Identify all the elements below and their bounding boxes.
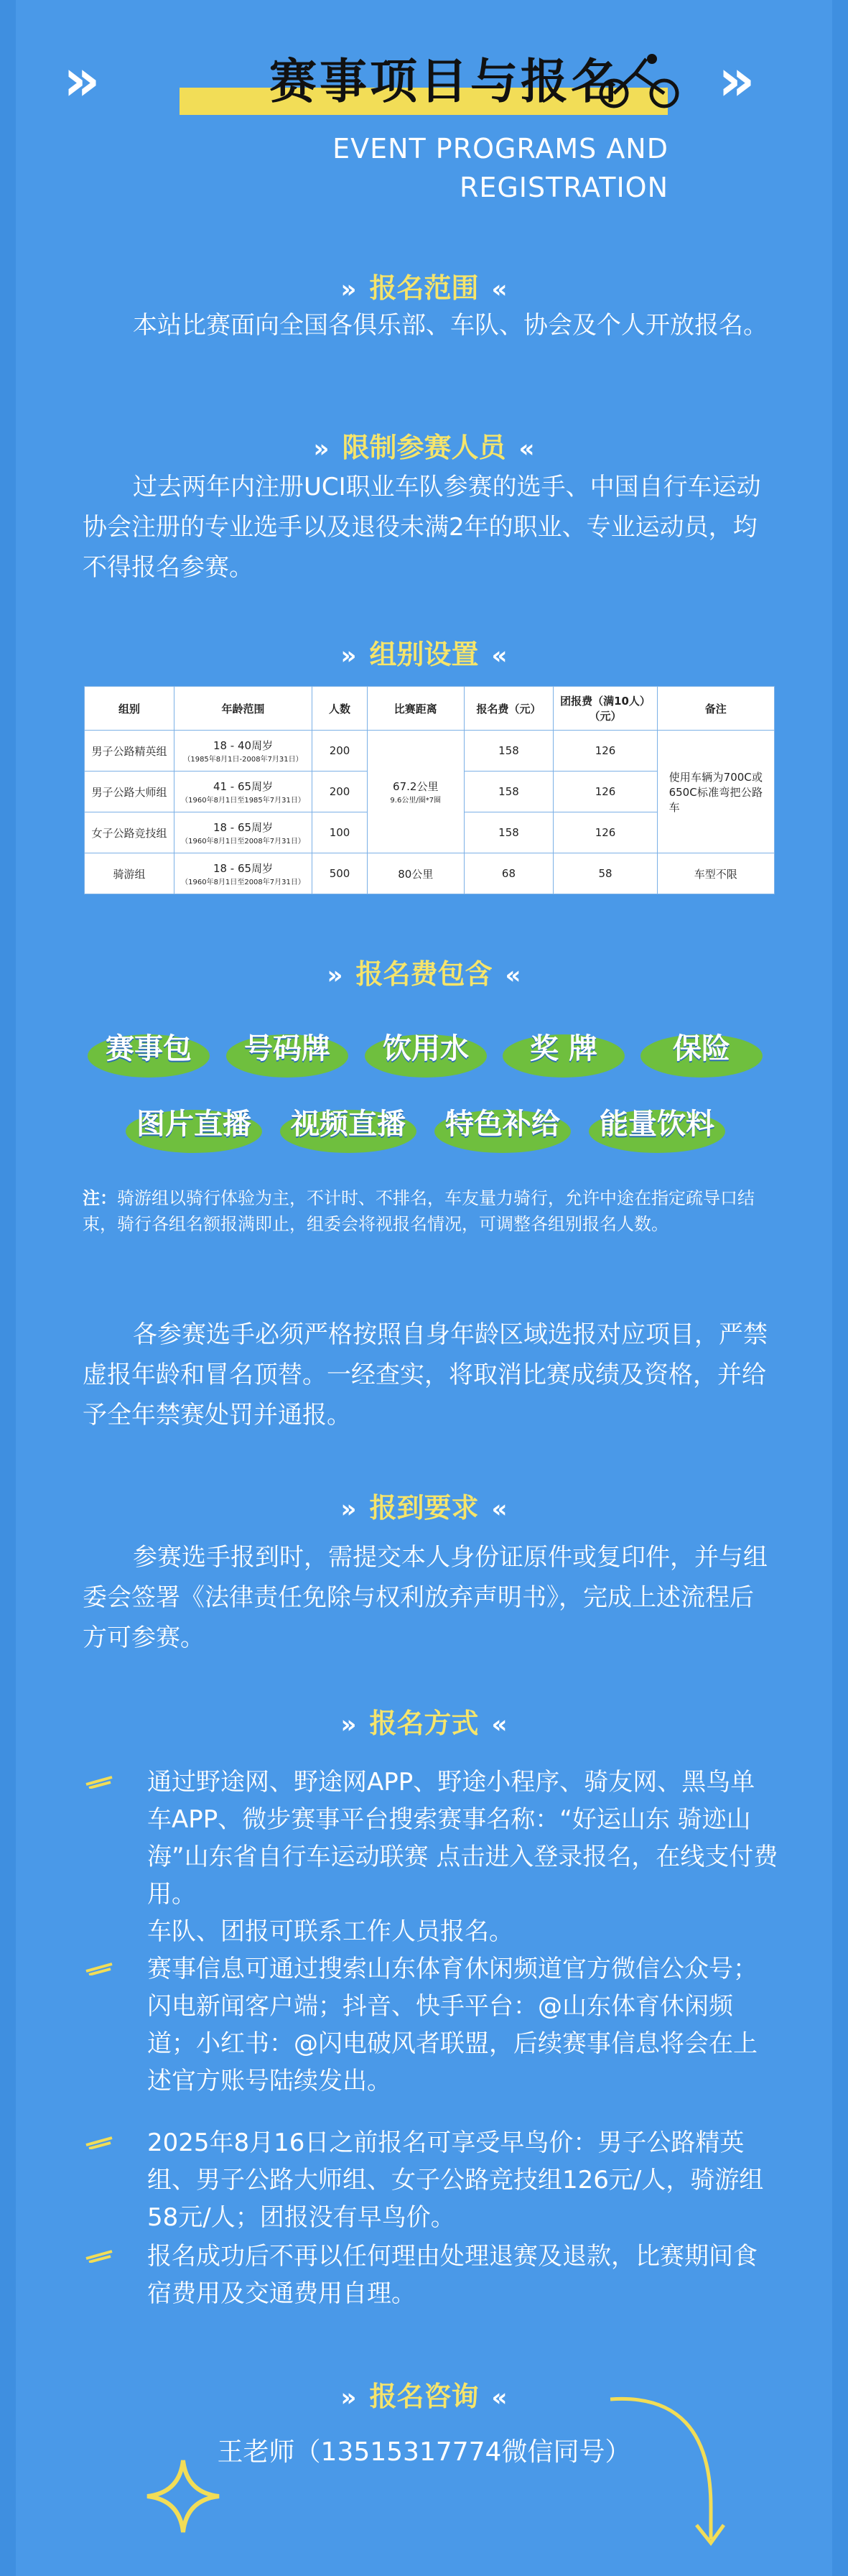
section-heading-scope	[0, 266, 848, 305]
section-title: 报到要求	[369, 1492, 479, 1524]
fee-item: 保险	[673, 1032, 730, 1065]
distance-cell: 80公里	[367, 853, 464, 894]
chevron-right-icon: »	[63, 47, 101, 113]
age-detail: （1960年8月1日至2008年7月31日）	[181, 838, 305, 845]
chevron-left-icon: «	[491, 1710, 508, 1739]
page-title: 赛事项目与报名	[269, 54, 621, 109]
chevron-right-icon: »	[340, 1495, 357, 1524]
section-heading-fee-includes	[0, 952, 848, 991]
age-cell	[174, 812, 312, 853]
section-heading-checkin	[0, 1486, 848, 1525]
distance-cell	[367, 731, 464, 853]
table-row	[85, 853, 775, 894]
section-title: 报名费包含	[355, 958, 493, 990]
chevron-right-icon: »	[327, 961, 343, 990]
chevron-left-icon: «	[505, 961, 521, 990]
section-title: 报名范围	[369, 272, 479, 304]
fee-cell: 158	[464, 812, 554, 853]
method-item: 通过野途网、野途网APP、野途小程序、骑友网、黑鸟单车APP、微步赛事平台搜索赛事名称：“好运山东 骑迹山海”山东省自行车运动联赛 点击进入登录报名，在线支付费用。	[147, 1768, 778, 1909]
age-detail: （1960年8月1日至1985年7月31日）	[181, 797, 305, 805]
team-fee-cell: 126	[554, 812, 657, 853]
section-heading-groups	[0, 632, 848, 672]
table-header: 团报费（满10人）（元）	[554, 687, 657, 731]
section-title: 组别设置	[369, 639, 479, 670]
group-cell: 男子公路大师组	[85, 772, 174, 812]
restricted-text: 过去两年内注册UCI职业车队参赛的选手、中国自行车运动协会注册的专业选手以及退役未满2年的职业、专业运动员，均不得报名参赛。	[83, 473, 761, 582]
method-item: 2025年8月16日之前报名可享受早鸟价：男子公路精英组、男子公路大师组、女子公路竞技组126元/人，骑游组58元/人；团报没有早鸟价。	[147, 2128, 764, 2232]
chevron-left-icon: «	[518, 435, 535, 463]
age-range: 41 - 65周岁	[213, 780, 274, 793]
bullet-stroke-icon	[85, 2135, 113, 2149]
distance-detail: 9.6公里/圈*7圈	[390, 797, 442, 805]
distance: 67.2公里	[393, 780, 439, 793]
fee-item: 能量饮料	[600, 1108, 714, 1141]
checkin-text: 参赛选手报到时，需提交本人身份证原件或复印件，并与组委会签署《法律责任免除与权利放弃声明书》，完成上述流程后方可参赛。	[83, 1543, 768, 1652]
chevron-left-icon: «	[491, 1495, 508, 1524]
fee-item: 饮用水	[383, 1032, 469, 1065]
fee-item: 特色补给	[445, 1108, 560, 1141]
table-header: 人数	[312, 687, 368, 731]
section-heading-method	[0, 1701, 848, 1741]
note-cell: 使用车辆为700C或650C标准弯把公路车	[657, 731, 774, 853]
age-cell	[174, 731, 312, 772]
team-fee-cell: 126	[554, 772, 657, 812]
chevron-left-icon: «	[491, 275, 508, 304]
age-detail: （1960年8月1日至2008年7月31日）	[181, 879, 305, 886]
chevron-right-icon: »	[340, 275, 357, 304]
bullet-stroke-icon	[85, 1961, 113, 1975]
table-header: 组别	[85, 687, 174, 731]
table-header: 报名费（元）	[464, 687, 554, 731]
scope-text: 本站比赛面向全国各俱乐部、车队、协会及个人开放报名。	[133, 311, 768, 340]
table-header-row	[85, 687, 775, 731]
method-item: 车队、团报可联系工作人员报名。	[147, 1917, 513, 1946]
age-cell	[174, 853, 312, 894]
chevron-right-icon: »	[340, 2383, 357, 2412]
fee-cell: 158	[464, 772, 554, 812]
fee-item: 号码牌	[244, 1032, 330, 1065]
subtitle-line: EVENT PROGRAMS AND	[332, 133, 668, 165]
fee-cell: 68	[464, 853, 554, 894]
contact-info: 王老师（13515317774微信同号）	[217, 2437, 631, 2467]
fee-item: 图片直播	[136, 1108, 251, 1141]
table-header: 年龄范围	[174, 687, 312, 731]
method-item: 报名成功后不再以任何理由处理退赛及退款，比赛期间食宿费用及交通费用自理。	[147, 2242, 758, 2308]
age-cell	[174, 772, 312, 812]
section-title: 报名方式	[369, 1708, 479, 1739]
table-header: 比赛距离	[367, 687, 464, 731]
groups-table	[84, 686, 775, 894]
method-item: 赛事信息可通过搜索山东体育休闲频道官方微信公众号；闪电新闻客户端；抖音、快手平台：@山东体育休闲频道；小红书：@闪电破风者联盟，后续赛事信息将会在上述官方账号陆续发出。	[147, 1955, 758, 2095]
note-block	[83, 1185, 772, 1237]
table-header: 备注	[657, 687, 774, 731]
group-cell: 男子公路精英组	[85, 731, 174, 772]
count-cell: 200	[312, 731, 368, 772]
page-subtitle	[332, 129, 668, 207]
team-fee-cell: 126	[554, 731, 657, 772]
team-fee-cell: 58	[554, 853, 657, 894]
chevron-right-icon: »	[340, 1710, 357, 1739]
fee-cell: 158	[464, 731, 554, 772]
note-text: 骑游组以骑行体验为主，不计时、不排名，车友量力骑行，允许中途在指定疏导口结束，骑行各组名额报满即止，组委会将视报名情况，可调整各组别报名人数。	[83, 1188, 755, 1234]
warning-text: 各参赛选手必须严格按照自身年龄区域选报对应项目，严禁虚报年龄和冒名顶替。一经查实，将取消比赛成绩及资格，并给予全年禁赛处罚并通报。	[83, 1320, 768, 1430]
count-cell: 200	[312, 772, 368, 812]
age-range: 18 - 40周岁	[213, 739, 274, 752]
group-cell: 女子公路竞技组	[85, 812, 174, 853]
table-row	[85, 731, 775, 772]
subtitle-line: REGISTRATION	[459, 172, 668, 203]
chevron-right-icon: »	[313, 435, 330, 463]
section-title: 报名咨询	[369, 2381, 479, 2412]
chevron-left-icon: «	[491, 641, 508, 670]
age-range: 18 - 65周岁	[213, 821, 274, 834]
fee-item: 赛事包	[106, 1032, 192, 1065]
group-cell: 骑游组	[85, 853, 174, 894]
fee-item: 奖 牌	[530, 1032, 597, 1065]
chevron-right-icon: »	[340, 641, 357, 670]
age-range: 18 - 65周岁	[213, 862, 274, 875]
curved-arrow-icon	[603, 2385, 725, 2550]
age-detail: （1985年8月1日-2008年7月31日）	[183, 756, 303, 764]
bullet-stroke-icon	[85, 2248, 113, 2263]
fee-item: 视频直播	[291, 1108, 406, 1141]
note-cell: 车型不限	[657, 853, 774, 894]
note-label: 注：	[83, 1188, 117, 1208]
count-cell: 500	[312, 853, 368, 894]
sparkle-icon	[144, 2457, 223, 2536]
chevron-right-icon: »	[718, 47, 755, 113]
bullet-stroke-icon	[85, 1774, 113, 1789]
chevron-left-icon: «	[491, 2383, 508, 2412]
section-title: 限制参赛人员	[342, 432, 506, 463]
count-cell: 100	[312, 812, 368, 853]
section-heading-restricted	[0, 425, 848, 465]
